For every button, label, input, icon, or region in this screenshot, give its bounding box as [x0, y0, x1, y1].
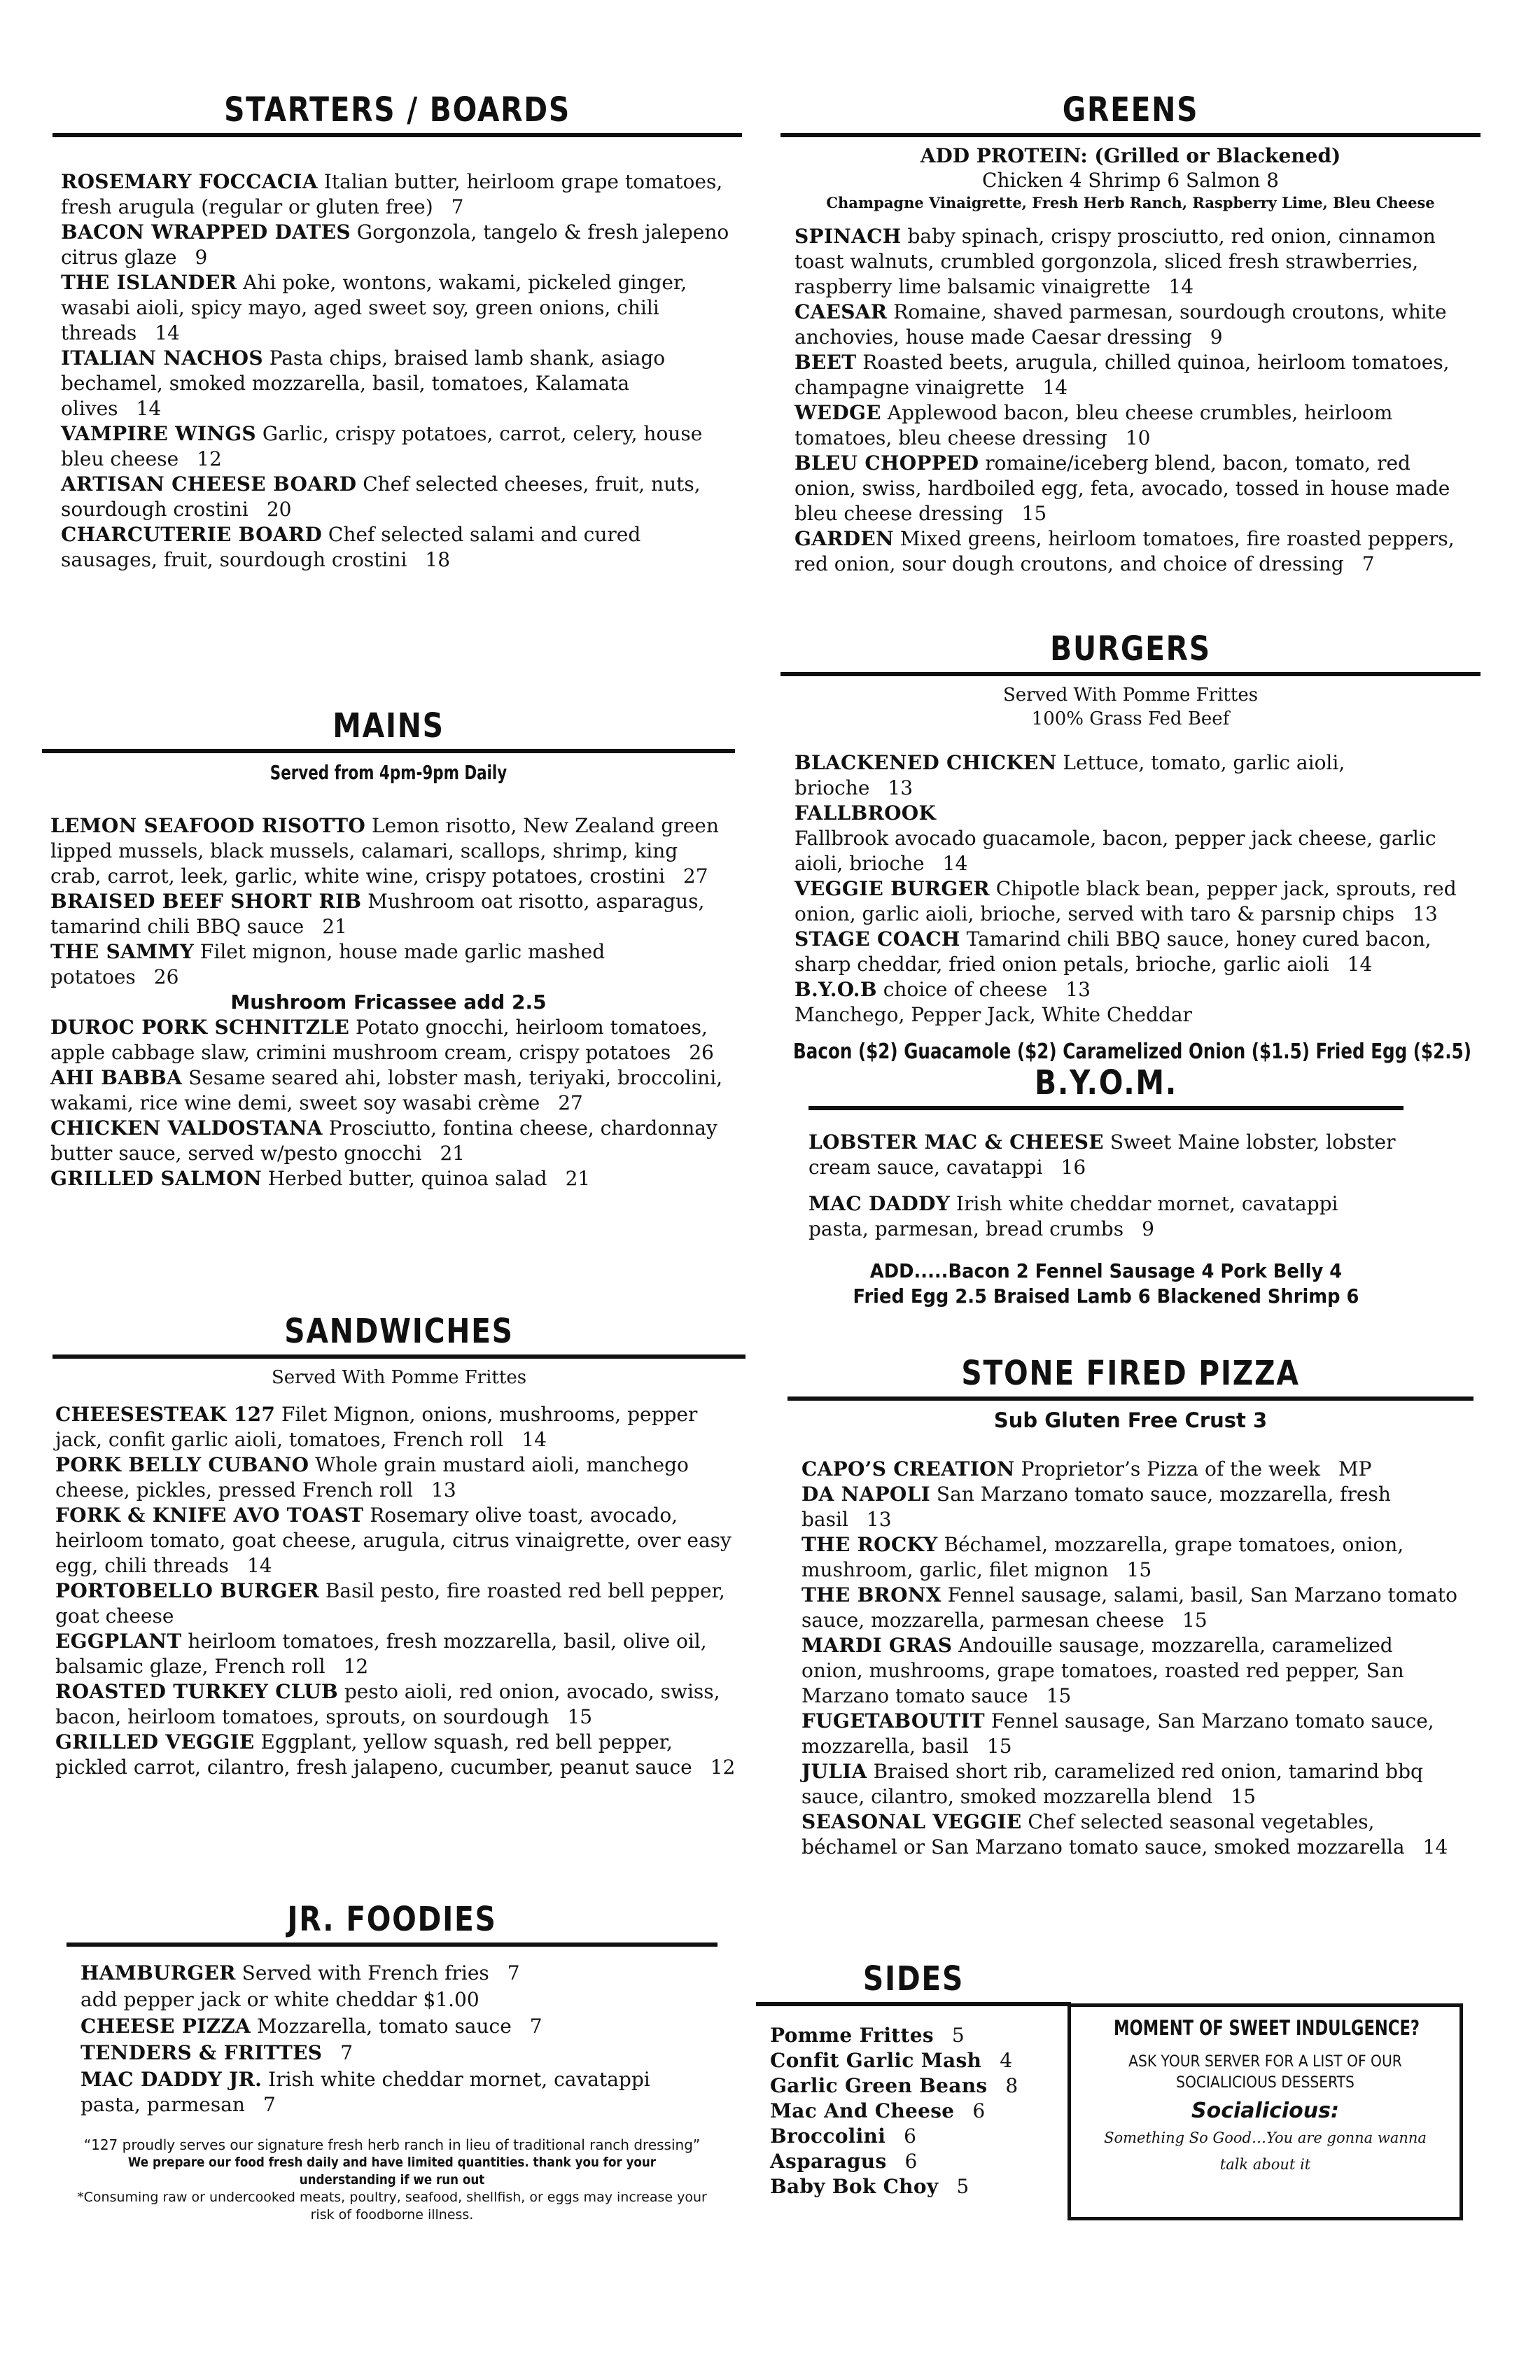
item-price: 12: [197, 447, 222, 470]
item-price: 21: [440, 1142, 465, 1165]
item-name: Confit Garlic Mash: [770, 2049, 982, 2072]
item-price: 14: [1347, 953, 1373, 976]
item-name: Asparagus: [770, 2150, 887, 2173]
burger-item: [794, 826, 1466, 876]
item-price: 14: [1422, 1835, 1448, 1858]
item-description: San Marzano tomato sauce, mozzarella, fresh basil: [802, 1483, 1391, 1531]
item-price: 7: [529, 2015, 542, 2038]
jr-item: [80, 1961, 704, 1986]
sandwiches-subtitle: Served With Pomme Frittes: [271, 1367, 527, 1388]
item-price: 20: [266, 498, 292, 521]
item-name: BEET: [794, 351, 857, 374]
item-price: 15: [986, 1735, 1012, 1758]
fresh-note: We prepare our food fresh daily and have limited quantities. thank you for your understanding if we run out: [127, 2155, 657, 2188]
item-description: Herbed butter, quinoa salad: [261, 1167, 547, 1190]
item-description: Filet mignon, house made garlic mashed potatoes: [50, 940, 606, 988]
item-price: 13: [1065, 978, 1091, 1001]
item-description: Sweet Maine lobster, lobster cream sauce, cavatappi: [808, 1130, 1396, 1179]
item-description: Whole grain mustard aioli, manchego cheese, pickles, pressed French roll: [55, 1453, 689, 1502]
item-description: choice of cheese: [876, 978, 1048, 1001]
byom-list: [808, 1117, 1404, 1242]
item-name: VAMPIRE WINGS: [61, 422, 256, 445]
item-description: Garlic, crispy potatoes, carrot, celery, house bleu cheese: [61, 422, 703, 470]
starter-item: [61, 346, 734, 421]
item-price: 5: [956, 2175, 969, 2198]
item-price: 9: [1210, 326, 1223, 349]
sandwich-item: [55, 1679, 743, 1730]
item-name: DA NAPOLI: [802, 1483, 931, 1506]
pizza-item: [802, 1759, 1460, 1809]
item-price: 14: [155, 321, 180, 344]
sides-list: [756, 2013, 1071, 2199]
item-name: ITALIAN NACHOS: [61, 346, 263, 370]
item-name: HAMBURGER: [80, 1961, 236, 1984]
item-name: BLEU CHOPPED: [794, 451, 979, 475]
item-name: TENDERS & FRITTES: [80, 2041, 323, 2064]
item-name: THE ROCKY: [802, 1533, 938, 1556]
item-name: ROSEMARY FOCCACIA: [61, 170, 318, 193]
mains-list: [42, 785, 735, 1191]
side-item: [770, 2099, 1054, 2124]
item-price: 7: [340, 2041, 354, 2064]
item-name: LOBSTER MAC & CHEESE: [808, 1130, 1104, 1154]
item-description: Chef selected salami and cured sausages, fruit, sourdough crostini: [61, 523, 641, 571]
item-name: MARDI GRAS: [802, 1634, 953, 1657]
health-note: *Consuming raw or undercooked meats, poultry, seafood, shellfish, or eggs may increase your risk of foodborne illness.: [77, 2190, 707, 2222]
dessert-brand: Socialicious:: [1191, 2099, 1339, 2123]
item-name: Mac And Cheese: [770, 2099, 955, 2122]
item-price: 26: [153, 965, 179, 988]
sandwich-item: [55, 1452, 743, 1503]
side-item: [770, 2124, 1054, 2149]
item-price: 13: [866, 1508, 892, 1531]
item-description: Gorgonzola, tangelo & fresh jalepeno citrus glaze: [61, 220, 729, 269]
item-description: Proprietor’s Pizza of the week: [1014, 1457, 1321, 1480]
item-description: Ahi poke, wontons, wakami, pickeled ginger, wasabi aioli, spicy mayo, aged sweet soy, green onions, chili threads: [61, 271, 687, 344]
protein-options: Chicken 4 Shrimp 6 Salmon 8: [982, 169, 1279, 192]
item-name: WEDGE: [794, 401, 881, 424]
starter-item: [61, 472, 734, 522]
jr-list: [66, 1954, 718, 2118]
burgers-subtitle-2: 100% Grass Fed Beef: [1031, 708, 1230, 729]
burgers-subtitle-1: Served With Pomme Frittes: [1002, 685, 1259, 706]
main-item: [50, 939, 727, 990]
pizza-subtitle: Sub Gluten Free Crust 3: [993, 1408, 1268, 1432]
item-price: 14: [522, 1428, 547, 1451]
protein-title: ADD PROTEIN: (Grilled or Blackened): [920, 144, 1341, 167]
item-price: 15: [1046, 1684, 1072, 1707]
item-price: 14: [246, 1554, 272, 1577]
starter-item: [61, 270, 734, 346]
item-name: STAGE COACH: [794, 927, 960, 951]
item-name: BRAISED BEEF SHORT RIB: [50, 890, 362, 913]
item-price: 15: [1021, 502, 1047, 525]
sammy-addon: Mushroom Fricassee add 2.5: [230, 990, 547, 1014]
dessert-title: MOMENT OF SWEET INDULGENCE?: [1114, 2016, 1420, 2040]
item-price: 7: [507, 1961, 520, 1984]
pizza-item: [802, 1482, 1460, 1532]
item-description: add pepper jack or white cheddar $1.00: [80, 1988, 479, 2011]
item-name: FALLBROOK: [794, 802, 937, 825]
item-price: 21: [565, 1167, 591, 1190]
byom-heading: B.Y.O.M.: [1035, 1063, 1177, 1102]
item-description: Prosciutto, fontina cheese, chardonnay butter sauce, served w/pesto gnocchi: [50, 1116, 718, 1165]
sides-heading: SIDES: [862, 1959, 965, 1998]
item-description: Fennel sausage, salami, basil, San Marzano tomato sauce, mozzarella, parmesan cheese: [802, 1583, 1458, 1632]
item-name: CAESAR: [794, 300, 888, 323]
main-item: [50, 889, 727, 939]
item-price: 5: [951, 2024, 965, 2047]
item-description: Fallbrook avocado guacamole, bacon, pepper jack cheese, garlic aioli, brioche: [794, 827, 1436, 875]
item-description: Andouille sausage, mozzarella, caramelized onion, mushrooms, grape tomatoes, roasted red pepper, San Marzano tomato sauce: [802, 1634, 1404, 1707]
byom-addons: [832, 1259, 1380, 1309]
item-price: 14: [1168, 275, 1194, 298]
item-name: SEASONAL VEGGIE: [802, 1810, 1022, 1833]
burger-item: [794, 876, 1466, 927]
main-item: [50, 1065, 727, 1116]
burger-item: [794, 1002, 1466, 1028]
divider: [42, 749, 735, 753]
dessert-ask-line: ASK YOUR SERVER FOR A LIST OF OUR SOCIALICIOUS DESSERTS: [1128, 2053, 1402, 2092]
item-description: Lemon risotto, New Zealand green lipped mussels, black mussels, calamari, scallops, shrimp, king crab, carrot, leek, garlic, white wine, crispy potatoes, crostini: [50, 814, 719, 888]
jr-item: [80, 2040, 704, 2066]
greens-item: [794, 400, 1466, 451]
pizza-item: [802, 1709, 1460, 1759]
divider: [780, 672, 1480, 676]
burger-item: [794, 977, 1466, 1002]
item-price: 15: [567, 1705, 593, 1728]
item-description: Mixed greens, heirloom tomatoes, fire roasted peppers, red onion, sour dough croutons, and choice of dressing: [794, 527, 1455, 575]
item-name: THE BRONX: [802, 1583, 941, 1606]
divider: [788, 1396, 1474, 1401]
burgers-section: [780, 630, 1480, 1065]
item-name: GARDEN: [794, 527, 894, 550]
byom-add-line-1: .....Bacon 2 Fennel Sausage 4 Pork Belly 4: [913, 1259, 1343, 1282]
item-name: Garlic Green Beans: [770, 2074, 988, 2097]
starters-heading: STARTERS / BOARDS: [224, 90, 570, 130]
jr-item: [80, 2067, 704, 2118]
starter-item: [61, 522, 734, 573]
item-price: 14: [136, 397, 162, 420]
side-item: [770, 2174, 1054, 2199]
jr-foodies-section: [66, 1900, 718, 2224]
item-price: 27: [558, 1091, 583, 1114]
item-price: 6: [972, 2099, 986, 2122]
sandwich-item: [55, 1629, 743, 1679]
item-name: BLACKENED CHICKEN: [794, 751, 1057, 774]
item-name: PORTOBELLO BURGER: [55, 1579, 319, 1602]
greens-item: [794, 451, 1466, 526]
item-price: 16: [1060, 1156, 1086, 1179]
item-name: AHI BABBA: [50, 1066, 183, 1089]
item-description: Tamarind chili BBQ sauce, honey cured bacon, sharp cheddar, fried onion petals, brioche, garlic aioli: [794, 927, 1432, 976]
byom-add-label: ADD: [869, 1259, 914, 1282]
greens-list: [780, 213, 1480, 577]
item-description: Fennel sausage, San Marzano tomato sauce, mozzarella, basil: [802, 1709, 1434, 1758]
item-name: THE SAMMY: [50, 940, 195, 963]
sandwich-item: [55, 1578, 743, 1629]
starters-section: [52, 91, 742, 573]
divider: [756, 2002, 1071, 2006]
item-price: 15: [1126, 1558, 1152, 1581]
item-name: PORK BELLY CUBANO: [55, 1453, 309, 1476]
item-description: Italian butter, heirloom grape tomatoes, fresh arugula (regular or gluten free): [61, 170, 723, 218]
byom-item: [808, 1130, 1404, 1180]
item-description: Sesame seared ahi, lobster mash, teriyaki, broccolini, wakami, rice wine demi, sweet soy wasabi crème: [50, 1066, 723, 1114]
mains-section: [42, 707, 735, 1191]
pizza-item: [802, 1532, 1460, 1583]
starter-item: [61, 421, 734, 472]
burger-item: [794, 801, 1466, 826]
item-name: LEMON SEAFOOD RISOTTO: [50, 814, 366, 837]
item-name: Broccolini: [770, 2124, 886, 2148]
divider: [66, 1942, 718, 1947]
item-description: Chipotle black bean, pepper jack, sprouts, red onion, garlic aioli, brioche, served with taro & parsnip chips: [794, 877, 1457, 925]
byom-add-line-2: Fried Egg 2.5 Braised Lamb 6 Blackened Shrimp 6: [853, 1284, 1359, 1308]
item-description: romaine/iceberg blend, bacon, tomato, red onion, swiss, hardboiled egg, feta, avocado, tossed in house made bleu cheese dressing: [794, 451, 1450, 525]
dressing-options: Champagne Vinaigrette, Fresh Herb Ranch, Raspberry Lime, Bleu Cheese: [826, 194, 1435, 211]
item-description: Served with French fries: [235, 1961, 489, 1984]
greens-heading: GREENS: [1062, 90, 1199, 130]
item-price: 8: [1005, 2074, 1018, 2097]
item-price: 14: [1042, 376, 1068, 399]
dessert-tagline: Something So Good…You are gonna wanna talk about it: [1104, 2129, 1427, 2173]
side-item: [770, 2048, 1054, 2073]
item-description: Basil pesto, fire roasted red bell pepper, goat cheese: [55, 1579, 725, 1628]
item-name: EGGPLANT: [55, 1630, 182, 1653]
item-price: 15: [1231, 1785, 1256, 1808]
item-price: 7: [451, 195, 464, 218]
item-name: CHARCUTERIE BOARD: [61, 523, 323, 546]
item-description: Chef selected seasonal vegetables, béchamel or San Marzano tomato sauce, smoked mozzarella: [802, 1810, 1405, 1858]
divider: [780, 133, 1480, 137]
dessert-box: [1068, 2003, 1463, 2220]
item-price: 21: [322, 915, 347, 938]
item-price: 13: [431, 1478, 456, 1502]
pizza-item: [802, 1583, 1460, 1633]
item-name: JULIA: [802, 1760, 867, 1783]
item-name: CAPO’S CREATION: [802, 1457, 1015, 1480]
item-name: FORK & KNIFE AVO TOAST: [55, 1504, 364, 1527]
pizza-heading: STONE FIRED PIZZA: [961, 1354, 1300, 1393]
item-description: Romaine, shaved parmesan, sourdough croutons, white anchovies, house made Caesar dressing: [794, 300, 1447, 349]
side-item: [770, 2073, 1054, 2099]
item-description: pesto aioli, red onion, avocado, swiss, bacon, heirloom tomatoes, sprouts, on sourdough: [55, 1680, 720, 1728]
main-item: [50, 1166, 727, 1191]
sandwich-item: [55, 1402, 743, 1452]
item-name: MAC DADDY JR.: [80, 2068, 262, 2091]
item-description: Béchamel, mozzarella, grape tomatoes, onion, mushroom, garlic, filet mignon: [802, 1533, 1404, 1581]
burger-item: [794, 750, 1466, 801]
item-description: Lettuce, tomato, garlic aioli, brioche: [794, 751, 1345, 799]
byom-section: [808, 1064, 1404, 1309]
burgers-heading: BURGERS: [1050, 629, 1211, 668]
item-price: 7: [1362, 552, 1375, 575]
greens-item: [794, 350, 1466, 400]
divider: [808, 1106, 1404, 1110]
burger-addons: Bacon ($2) Guacamole ($2) Caramelized Onion ($1.5) Fried Egg ($2.5): [793, 1040, 1471, 1064]
burger-item: [794, 927, 1466, 977]
main-item: [50, 1116, 727, 1166]
item-price: 14: [942, 852, 968, 875]
sandwich-item: [55, 1503, 743, 1578]
sandwiches-section: [52, 1312, 746, 1780]
item-description: Irish white cheddar mornet, cavatappi pasta, parmesan: [80, 2068, 650, 2116]
item-name: Baby Bok Choy: [770, 2175, 939, 2198]
pizza-item: [802, 1809, 1460, 1860]
item-description: Irish white cheddar mornet, cavatappi pasta, parmesan, bread crumbs: [808, 1192, 1338, 1240]
byom-item: [808, 1191, 1404, 1242]
item-name: CHEESESTEAK 127: [55, 1403, 276, 1426]
pizza-section: [788, 1354, 1474, 1860]
item-name: GRILLED SALMON: [50, 1167, 262, 1190]
item-name: BACON WRAPPED DATES: [61, 220, 351, 244]
item-description: Eggplant, yellow squash, red bell pepper, pickled carrot, cilantro, fresh jalapeno, cucumber, peanut sauce: [55, 1730, 692, 1779]
item-description: baby spinach, crispy prosciutto, red onion, cinnamon toast walnuts, crumbled gorgonzola, sliced fresh strawberries, raspberry lime balsamic vinaigrette: [794, 225, 1436, 298]
item-description: Braised short rib, caramelized red onion, tamarind bbq sauce, cilantro, smoked mozzarella blend: [802, 1760, 1423, 1808]
item-name: B.Y.O.B: [794, 978, 877, 1001]
item-name: THE ISLANDER: [61, 271, 237, 294]
item-price: 7: [262, 2093, 276, 2116]
item-price: 18: [425, 548, 451, 571]
item-description: Mozzarella, tomato sauce: [251, 2015, 512, 2038]
sandwiches-list: [52, 1390, 746, 1780]
item-name: SPINACH: [794, 225, 902, 248]
pizza-item: [802, 1457, 1460, 1482]
item-price: 6: [904, 2150, 918, 2173]
item-name: ROASTED TURKEY CLUB: [55, 1680, 338, 1703]
sandwiches-heading: SANDWICHES: [284, 1312, 514, 1351]
item-price: 12: [710, 1756, 736, 1779]
item-name: FUGETABOUTIT: [802, 1709, 985, 1732]
item-description: Potato gnocchi, heirloom tomatoes, apple cabbage slaw, crimini mushroom cream, crispy potatoes: [50, 1016, 708, 1064]
pizza-list: [788, 1433, 1474, 1860]
item-name: MAC DADDY: [808, 1192, 951, 1215]
item-description: Pasta chips, braised lamb shank, asiago bechamel, smoked mozzarella, basil, tomatoes, Kalamata olives: [61, 346, 666, 420]
mains-subtitle: Served from 4pm-9pm Daily: [270, 761, 507, 784]
side-item: [770, 2023, 1054, 2048]
item-description: Applewood bacon, bleu cheese crumbles, heirloom tomatoes, bleu cheese dressing: [794, 401, 1393, 449]
item-description: heirloom tomatoes, fresh mozzarella, basil, olive oil, balsamic glaze, French roll: [55, 1630, 707, 1678]
item-description: Chef selected cheeses, fruit, nuts, sourdough crostini: [61, 472, 701, 521]
pizza-item: [802, 1633, 1460, 1709]
item-price: MP: [1338, 1457, 1372, 1480]
item-price: 6: [904, 2124, 916, 2148]
item-name: VEGGIE BURGER: [794, 877, 990, 900]
item-name: Pomme Frittes: [770, 2024, 934, 2047]
divider: [52, 1354, 746, 1359]
starters-list: [52, 144, 742, 573]
greens-item: [794, 300, 1466, 350]
item-description: Rosemary olive toast, avocado, heirloom tomato, goat cheese, arugula, citrus vinaigrette, over easy egg, chili threads: [55, 1504, 732, 1577]
item-description: Mushroom oat risotto, asparagus, tamarind chili BBQ sauce: [50, 890, 705, 938]
mains-heading: MAINS: [332, 706, 444, 746]
greens-item: [794, 224, 1466, 300]
item-name: GRILLED VEGGIE: [55, 1730, 255, 1754]
main-item: [50, 813, 727, 889]
item-name: CHICKEN VALDOSTANA: [50, 1116, 323, 1140]
item-description: Roasted beets, arugula, chilled quinoa, heirloom tomatoes, champagne vinaigrette: [794, 351, 1450, 399]
item-price: 9: [195, 246, 208, 269]
item-price: 13: [1413, 902, 1438, 925]
item-description: Filet Mignon, onions, mushrooms, pepper jack, confit garlic aioli, tomatoes, French roll: [55, 1403, 698, 1451]
starter-item: [61, 220, 734, 270]
item-name: CHEESE PIZZA: [80, 2015, 251, 2038]
item-price: 27: [682, 864, 708, 888]
item-price: 15: [1182, 1609, 1208, 1632]
ranch-note: “127 proudly serves our signature fresh herb ranch in lieu of traditional ranch dressing”: [83, 2136, 701, 2153]
jr-foodies-heading: JR. FOODIES: [287, 1900, 497, 1939]
divider: [52, 133, 742, 137]
greens-section: [780, 91, 1480, 577]
item-name: ARTISAN CHEESE BOARD: [61, 472, 357, 496]
item-price: 9: [1142, 1217, 1154, 1240]
burgers-list: [780, 731, 1480, 1028]
sandwich-item: [55, 1730, 743, 1780]
item-name: DUROC PORK SCHNITZLE: [50, 1016, 350, 1039]
item-price: 12: [343, 1655, 369, 1678]
jr-item: [80, 2014, 704, 2039]
jr-item: [80, 1987, 704, 2012]
greens-item: [794, 526, 1466, 577]
item-price: 4: [1000, 2049, 1013, 2072]
item-price: 26: [689, 1041, 714, 1064]
main-item: [50, 1015, 727, 1065]
side-item: [770, 2149, 1054, 2174]
item-price: 13: [888, 776, 913, 799]
item-price: 10: [1125, 426, 1151, 449]
item-description: Manchego, Pepper Jack, White Cheddar: [794, 1003, 1192, 1026]
starter-item: [61, 169, 734, 220]
sides-section: [756, 1960, 1071, 2199]
